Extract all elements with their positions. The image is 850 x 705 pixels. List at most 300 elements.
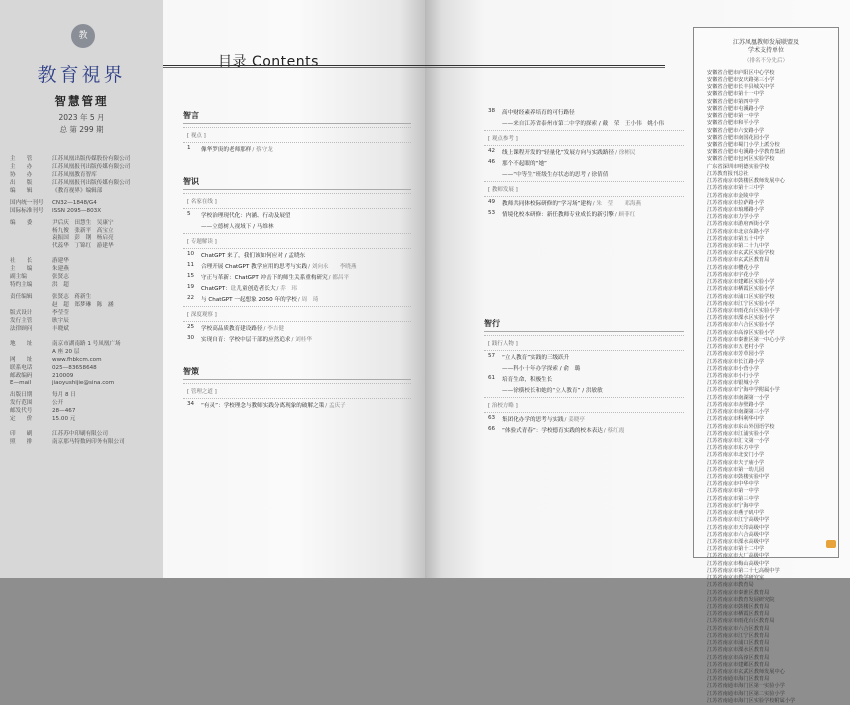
toc-section-title: 智行 (484, 319, 500, 328)
info-label: 主 管 (10, 156, 33, 162)
info-value: 代蕊华 丁锦红 游建华 (52, 243, 114, 250)
supporter-item: 江苏省南京市江宁高级中学 (707, 517, 770, 524)
toc-entry (488, 426, 684, 434)
toc-section-title: 智识 (183, 177, 199, 186)
toc-entry (187, 145, 411, 153)
info-value: CN32—1848/G4 (52, 199, 97, 206)
toc-page-number: 15 (187, 273, 195, 279)
supporter-item: 江苏省南京市建邺区教育局 (707, 661, 770, 668)
toc-entry-author: / 孟庆子 (325, 403, 346, 409)
supporter-item: 江苏省南京市第十三中学 (707, 185, 765, 192)
info-label: 国际标准刊号 (10, 207, 44, 214)
toc-column-tag: [ 管理之道 ] (187, 389, 217, 395)
info-value: 南京那马特数码印务有限公司 (52, 439, 125, 446)
toc-column-tag: [ 深度观察 ] (187, 312, 217, 318)
toc-entry (488, 199, 684, 207)
info-row (10, 357, 160, 365)
toc-page-number: 25 (187, 324, 195, 330)
header-rule (163, 67, 425, 68)
column-separator (183, 193, 411, 194)
toc-entry-title: 学校治理现代化：内涵、行动及展望 (201, 213, 291, 219)
info-value: 张贤志 (52, 274, 69, 281)
supporter-item: 江苏省南京市第十二中学 (707, 546, 765, 553)
info-label (10, 243, 52, 251)
info-value: 210009 (52, 372, 74, 379)
column-separator (183, 233, 411, 234)
column-separator (484, 130, 684, 131)
info-row (10, 180, 160, 188)
supporter-item: 江苏省南京市樱花小学 (707, 264, 759, 271)
toc-page-number: 5 (187, 211, 191, 217)
info-label (10, 228, 52, 236)
info-value: 江苏凤凰报刊出版传媒有限公司 (52, 163, 131, 170)
info-value: 公开 (52, 400, 64, 407)
column-separator (183, 142, 411, 143)
toc-entry (488, 210, 684, 218)
info-row (10, 400, 160, 408)
toc-page-number: 34 (187, 401, 195, 407)
supporter-item: 江苏省南京市玄武区教师发展中心 (707, 668, 785, 675)
column-separator (183, 383, 411, 384)
toc-page-number: 49 (488, 199, 496, 205)
info-label: 发行范围 (10, 400, 33, 407)
info-label: 主 办 (10, 163, 33, 170)
toc-entry-title: 教师共同体校际研修的“学习场”建构 (502, 201, 592, 207)
toc-entry (187, 401, 411, 409)
supporter-item: 江苏省南京市江宁区实验小学 (707, 300, 775, 307)
info-value: 每月 8 日 (52, 392, 76, 399)
column-separator (484, 350, 684, 351)
supporter-item: 江苏省南京市小行小学 (707, 372, 759, 379)
info-label: 编 辑 (10, 187, 33, 194)
toc-entry-title: ChatGPT：让儿童创造者长大 (201, 286, 276, 292)
info-row (10, 208, 160, 216)
page-marker-icon (826, 540, 836, 548)
supporter-item: 江苏省南京市江宁区教育局 (707, 632, 770, 639)
supporter-item: 江苏省南通市海门区第二实验小学 (707, 690, 785, 697)
info-label (10, 349, 52, 357)
section-gap (183, 346, 411, 366)
magazine-subtitle: 智慧管理 (54, 94, 109, 108)
toc-page-number: 53 (488, 210, 496, 216)
toc-entry-title: “有灵”：学校理念与教师实践分离现象的破解之策 (201, 403, 325, 409)
column-separator (183, 248, 411, 249)
supporter-item: 江苏省南京市玄武区教育局 (707, 257, 770, 264)
info-value: 张贤志 蒋新生 (52, 294, 92, 301)
supporter-item: 江苏省南京市梅山高级中学 (707, 560, 770, 567)
info-value: 杨九俊 张新平 高宝立 (52, 227, 114, 234)
supporter-item: 安徽省合肥市和平小学 (707, 120, 759, 127)
info-value: 耿宇辰 (52, 317, 69, 324)
section-rule (484, 331, 684, 332)
header-rule (425, 67, 665, 68)
supporter-item: 江苏省南京市拉萨路小学 (707, 199, 765, 206)
toc-entry-author: / 刘向永 李晓燕 (308, 264, 357, 270)
info-value: 江苏凤凰出版传媒股份有限公司 (52, 156, 131, 162)
toc-page-number: 30 (187, 335, 195, 341)
column-separator (183, 127, 411, 128)
supporter-item: 江苏省南京市栖霞区教育局 (707, 611, 770, 618)
supporter-item: 江苏省南京市中华中学 (707, 481, 759, 488)
info-value: www.fhbkcm.com (52, 356, 102, 363)
toc-entry (187, 335, 411, 343)
supporter-item: 江苏省南京市赤壁路小学 (707, 401, 765, 408)
info-label: 编 委 (10, 219, 33, 226)
section-rule (183, 379, 411, 380)
toc-entry-author: / 顾菲红 (614, 212, 636, 218)
supporter-item: 江苏省南京市游府西街小学 (707, 221, 770, 228)
info-value: A 座 20 层 (52, 348, 80, 355)
info-row (10, 349, 160, 357)
supporter-item: 江苏省南京市溧水高级中学 (707, 539, 770, 545)
supporters-title-line2: 学术支持单位 (747, 47, 784, 55)
toc-page-number: 61 (488, 375, 496, 381)
info-label: 邮政编码 (10, 372, 33, 379)
supporter-item: 江苏省南京市教育局 (707, 582, 754, 589)
info-row (10, 188, 160, 196)
info-label: 印 刷 (10, 431, 33, 438)
info-row (10, 416, 160, 424)
column-separator (484, 397, 684, 398)
info-gap (10, 251, 160, 258)
info-label: 协 办 (10, 171, 33, 178)
toc-right-column-bottom (484, 318, 684, 437)
info-row (10, 164, 160, 172)
toc-column-tag: [ 治校方略 ] (488, 403, 518, 409)
info-row (10, 318, 160, 326)
info-row (10, 326, 160, 334)
supporter-item: 江苏省南京市北安门小学 (707, 452, 765, 459)
toc-entry (187, 273, 411, 281)
contents-heading: 目录 Contents (218, 54, 319, 70)
supporter-item: 江苏省南京市夫子庙小学 (707, 459, 765, 466)
info-row (10, 258, 160, 266)
info-row (10, 200, 160, 208)
toc-page-number: 42 (488, 148, 496, 154)
toc-entry-title: 培育生命，积极生长 (502, 377, 553, 383)
toc-subtitle: ——来自江苏省泰州市第二中学的探索 / 戴 荣 王小伟 姚小伟 (502, 121, 665, 127)
toc-entry-author: / 徐彬民 (615, 150, 636, 156)
supporter-item: 江苏省南京市第二十九中学 (707, 243, 770, 250)
column-separator (484, 145, 684, 146)
info-label: 社 长 (10, 258, 33, 265)
supporter-item: 江苏省南京市六合区教育局 (707, 625, 770, 632)
info-value: 江苏凤凰教育智库 (52, 171, 97, 178)
issue-total: 总 第 299 期 (59, 125, 104, 134)
info-label: 法律顾问 (10, 325, 33, 332)
info-label: 定 价 (10, 416, 33, 423)
toc-page-number: 19 (187, 284, 195, 290)
info-label: 出版日期 (10, 392, 33, 399)
column-separator (484, 196, 684, 197)
magazine-title: 教育視界 (37, 64, 126, 86)
supporter-item: 江苏省南京市雨花台区教育局 (707, 618, 775, 625)
info-label: 地 址 (10, 340, 33, 347)
info-value: 游建华 (52, 258, 69, 265)
info-value: 洪 超 (52, 282, 69, 289)
info-row (10, 302, 160, 310)
toc-left-column (183, 110, 411, 412)
toc-page-number: 22 (187, 295, 195, 301)
supporter-item: 安徽省合肥市庐阳区中心学校 (707, 69, 775, 76)
supporter-item: 江苏省南京市玄武区实验学校 (707, 250, 775, 257)
supporter-item: 安徽省合肥市安庆路第三小学 (707, 77, 775, 83)
info-value: 赵 超 郑梦琳 陈 涵 (52, 302, 114, 308)
toc-entry-title: 守正与革新：ChatGPT 冲击下的师生关系重构研究 (201, 275, 328, 281)
supporters-title (694, 39, 838, 56)
supporter-item: 江苏省南京市银城小学 (707, 380, 759, 387)
supporter-item: 江苏省南京市力学小学 (707, 214, 759, 221)
column-separator (183, 306, 411, 307)
info-row (10, 365, 160, 373)
supporter-item: 江苏省南京市雨花台区实验小学 (707, 308, 780, 314)
toc-entry (488, 159, 684, 167)
supporter-item: 江苏省南京市天印高级中学 (707, 524, 770, 531)
section-gap (183, 156, 411, 176)
toc-entry-title: 与 ChatGPT 一起想象 2050 年的学校 (201, 297, 297, 303)
toc-entry-title: 线上课程开发的“轻量化”发展方向与实践路径 (502, 150, 615, 156)
column-separator (484, 412, 684, 413)
info-row (10, 243, 160, 251)
info-row (10, 294, 160, 302)
info-label: 发行主管 (10, 317, 33, 324)
column-separator (183, 208, 411, 209)
toc-entry (187, 284, 411, 292)
info-row (10, 439, 160, 447)
info-row (10, 380, 160, 388)
supporters-note: （排名不分先后） (743, 57, 788, 64)
supporter-item: 江苏省南京市五老村小学 (707, 344, 765, 351)
supporter-item: 江苏省南京市浦口区教育局 (707, 640, 770, 647)
supporter-item: 江苏省南京市秦淮区教育局 (707, 589, 770, 596)
info-row (10, 172, 160, 180)
info-row (10, 373, 160, 381)
info-row (10, 341, 160, 349)
info-value: 袁振国 彭 钢 杨启亮 (52, 235, 114, 242)
toc-entry (488, 415, 684, 423)
supporter-item: 江苏省南京市宁海中学 (707, 502, 759, 509)
column-separator (183, 398, 411, 399)
supporter-item: 江苏省南京市鼓楼区教师发展中心 (707, 178, 785, 185)
toc-subtitle: ——立德树人视域下 / 马维林 (201, 224, 274, 230)
toc-entry-author: / 姜晓亭 (564, 417, 585, 423)
toc-page-number: 63 (488, 415, 496, 421)
info-row (10, 156, 160, 164)
supporter-item: 江苏省南京市建邺区实验小学 (707, 279, 775, 286)
supporter-item: 安徽省合肥市第一中学 (707, 113, 759, 120)
info-row (10, 274, 160, 282)
supporter-item: 江苏省南通市海门区教育局 (707, 676, 770, 683)
toc-entry (488, 353, 684, 361)
supporter-item: 江苏省南京市栖霞区实验小学 (707, 286, 775, 293)
supporter-item: 江苏省南京市第二十七高级中学 (707, 567, 780, 574)
supporter-item: 江苏省南京市南湖第三小学 (707, 409, 770, 416)
info-label: 联系电话 (10, 364, 33, 371)
info-label: E—mail (10, 380, 32, 387)
info-label: 出 版 (10, 179, 33, 186)
info-row (10, 408, 160, 416)
info-value: ISSN 2095—803X (52, 207, 102, 214)
toc-entry-title: 像华罗庚的老师那样 (201, 147, 252, 153)
supporter-item: 江苏省南京市燕子矶中学 (707, 510, 765, 517)
info-value: 28—467 (52, 408, 76, 415)
supporter-item: 江苏省南京市北京东路小学 (707, 228, 770, 235)
info-value: 朱建燕 (52, 266, 69, 273)
supporter-item: 江苏省南京市第五十中学 (707, 235, 765, 242)
header-rule (163, 65, 425, 66)
supporter-item: 江苏省南通市海门区实验学校附属小学 (707, 697, 796, 704)
toc-column-tag: [ 践行人物 ] (488, 341, 518, 347)
info-value: jiaoyushijie@sina.com (52, 380, 115, 387)
info-value: 江苏凤凰报刊出版传媒有限公司 (52, 179, 131, 186)
supporter-item: 江苏省南京市东山外国语学校 (707, 423, 775, 430)
toc-subtitle: ——科小十年办学探索 / 俞 璐 (502, 366, 581, 372)
supporter-item: 江苏省南京市第三中学 (707, 495, 759, 502)
header-rule (425, 65, 665, 66)
toc-entry-author: / 蔡红霞 (603, 428, 625, 434)
toc-subtitle: ——“中等生”班级生存状态的思考 / 徐倩倩 (502, 172, 609, 178)
supporters-box (693, 27, 839, 704)
toc-page-number: 66 (488, 426, 496, 432)
supporter-item: 江苏省南京市宁海中学附属小学 (707, 387, 780, 394)
info-value: 15.00 元 (52, 416, 76, 423)
supporter-item: 江苏省南京市汇文第一小学 (707, 437, 770, 444)
supporter-item: 江苏省南京市浦口区实验学校 (707, 293, 775, 300)
info-row (10, 282, 160, 290)
info-label: 副主编 (10, 274, 27, 281)
info-gap (10, 334, 160, 341)
toc-column-tag: [ 教师发展 ] (488, 187, 518, 193)
toc-entry (187, 251, 411, 259)
supporter-item: 江苏省南京市小营小学 (707, 365, 759, 372)
column-separator (183, 321, 411, 322)
supporter-item: 安徽省合肥市屯溪路小学 (707, 105, 765, 112)
supporter-item: 江苏省南京市六合高级中学 (707, 531, 770, 538)
info-value: 南京市湖南路 1 号凤凰广场 (52, 340, 121, 347)
supporter-item: 安徽省合肥市南国花园小学 (707, 134, 770, 141)
toc-entry-author: / 周 琦 (297, 297, 319, 303)
toc-column-tag: [ 专题解读 ] (187, 239, 217, 245)
section-rule (183, 189, 411, 190)
supporter-item: 安徽省合肥市第四中学 (707, 98, 759, 105)
toc-entry-author: / 刘桂华 (291, 337, 312, 343)
info-value: 《教育视界》编辑部 (52, 187, 103, 194)
supporter-item: 广东省深圳市明德实验学校 (707, 163, 770, 170)
supporter-item: 江苏省南京市东方中学 (707, 445, 759, 452)
supporter-item: 江苏省南京市鼓楼区教育局 (707, 603, 770, 610)
supporter-item: 江苏省南京市鼓楼实验中学 (707, 474, 770, 481)
info-value: 尹后庆 田慧生 吴康宁 (52, 219, 114, 226)
toc-entry (187, 324, 411, 332)
info-row (10, 220, 160, 228)
toc-column-tag: [ 名家在线 ] (187, 199, 217, 205)
supporter-item: 安徽省合肥市蜀门小学上派分校 (707, 141, 780, 148)
toc-right-column-top (484, 106, 684, 221)
supporter-item: 江苏省南京市溧水区教育局 (707, 647, 770, 654)
supporter-item: 江苏省南京市宇花小学 (707, 271, 759, 278)
toc-entry-title: 高中财经素养培育的可行路径 (502, 110, 575, 116)
toc-column-tag: [ 视点 ] (187, 133, 206, 139)
toc-entry-title: 实现自育：学校中层干部的应然追求 (201, 337, 291, 343)
toc-entry (187, 211, 411, 219)
toc-entry-title: 情境化校本研修：新任教师专业成长的新引擎 (502, 212, 614, 218)
supporter-item: 安徽省合肥市包河区实验学校 (707, 156, 775, 163)
toc-column-tag: [ 观点参考 ] (488, 136, 518, 142)
info-value: 李莹莹 (52, 309, 69, 316)
toc-entry-author: / 李吉健 (263, 326, 284, 332)
supporter-item: 江苏省南京市科利华中学 (707, 416, 765, 423)
supporter-item: 江苏省南京市大厂高级中学 (707, 553, 770, 560)
toc-section-title: 智言 (183, 111, 199, 120)
toc-entry-author: / 蔡守龙 (252, 147, 273, 153)
toc-entry (187, 262, 411, 270)
toc-entry-title: “立人教育”实践的三级跃升 (502, 355, 570, 361)
supporter-item: 安徽省合肥市长丰县城关中学 (707, 84, 775, 91)
publication-info (10, 156, 160, 447)
toc-page-number: 11 (187, 262, 195, 268)
supporter-item: 安徽省合肥市屯溪路小学教育集团 (707, 149, 785, 156)
toc-entry (488, 148, 684, 156)
info-label: 特约主编 (10, 282, 33, 289)
supporter-item: 江苏省南京市南湖第一小学 (707, 394, 770, 401)
info-row (10, 431, 160, 439)
supporter-item: 江苏省南京市第一幼儿园 (707, 466, 765, 473)
toc-entry-title: ChatGPT 来了，我们该如何应对 / 孟晓东 (201, 253, 306, 259)
column-separator (484, 181, 684, 182)
toc-entry-title: 集团化办学的思考与实践 (502, 417, 564, 423)
toc-page-number: 38 (488, 108, 496, 114)
info-label: 责任编辑 (10, 294, 33, 301)
supporter-item: 江苏省南京市六合区实验小学 (707, 322, 775, 329)
supporter-item: 江苏省南京市教学研究室 (707, 575, 765, 582)
info-label: 版式设计 (10, 309, 33, 316)
section-rule (183, 123, 411, 124)
toc-entry-author: / 乔 玮 (276, 286, 297, 292)
issue-date: 2023 年 5 月 (58, 113, 105, 122)
magazine-logo-icon: 教 (71, 24, 95, 48)
info-label (10, 235, 52, 243)
supporters-title-line1: 江苏凤凰教师发展联盟及 (732, 39, 799, 46)
supporter-item: 江苏省南京市长江路小学 (707, 358, 765, 365)
supporter-item: 江苏省南京市金陵中学 (707, 192, 759, 199)
toc-entry (488, 108, 684, 116)
info-row (10, 310, 160, 318)
toc-page-number: 1 (187, 145, 191, 151)
info-label: 主 编 (10, 266, 33, 273)
supporter-item: 安徽省合肥市六安路小学 (707, 127, 765, 134)
supporter-item: 江苏省南京市第一中学 (707, 488, 759, 495)
supporter-item: 江苏教育报刊总社 (707, 170, 749, 177)
column-separator (484, 335, 684, 336)
toc-entry (187, 295, 411, 303)
masthead-column (0, 0, 163, 578)
info-value: 丰晓斌 (52, 325, 69, 332)
toc-entry-title: 合理开展 ChatGPT 教学应用的思考与实践 (201, 264, 308, 270)
toc-page-number: 10 (187, 251, 195, 257)
info-label: 网 址 (10, 356, 33, 363)
supporter-item: 安徽省合肥市第十一中学 (707, 91, 765, 98)
info-value: 025—83658648 (52, 364, 97, 371)
supporter-item: 江苏省南京市溧水区实验小学 (707, 315, 775, 322)
info-row (10, 266, 160, 274)
toc-entry-title: 学校高品质教育建设路径 (201, 326, 263, 332)
toc-page-number: 46 (488, 159, 496, 165)
toc-entry (488, 375, 684, 383)
toc-entry-author: / 都昌平 (328, 275, 350, 281)
info-label: 邮发代号 (10, 408, 33, 415)
supporter-item: 江苏省南通市海门区第一实验小学 (707, 683, 785, 690)
toc-section-title: 智策 (183, 367, 199, 376)
